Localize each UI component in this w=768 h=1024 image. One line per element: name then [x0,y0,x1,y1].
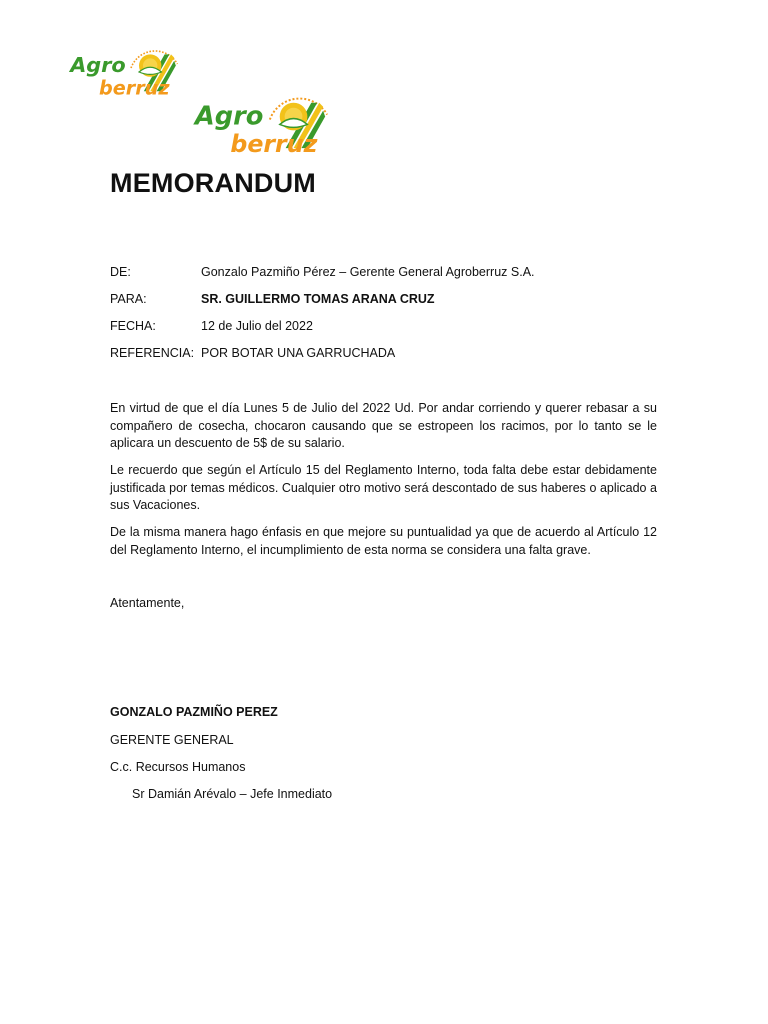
logo-word1: Agro [70,53,126,77]
field-value: POR BOTAR UNA GARRUCHADA [201,346,396,360]
cc-line-2: Sr Damián Arévalo – Jefe Inmediato [132,787,333,801]
cc-line: C.c. Recursos Humanos [110,760,246,774]
field-de [110,265,535,279]
field-value: Gonzalo Pazmiño Pérez – Gerente General Agroberruz S.A. [201,265,535,279]
logo-word1: Agro [194,101,264,132]
body-paragraph: De la misma manera hago énfasis en que mejore su puntualidad ya que de acuerdo al Artículo 12 del Reglamento Interno, el incumplimiento de esta norma se considera una falta grave. [110,525,657,557]
field-label: PARA: [110,292,147,306]
field-value: 12 de Julio del 2022 [201,319,313,333]
logo-word2: berruz [230,130,318,159]
memo-title: MEMORANDUM [110,168,316,198]
field-label: DE: [110,265,131,279]
field-referencia [110,346,395,360]
field-value: SR. GUILLERMO TOMAS ARANA CRUZ [201,292,435,306]
agroberruz-logo [67,40,179,100]
field-label: REFERENCIA: [110,346,195,360]
body-paragraph: Le recuerdo que según el Artículo 15 del Reglamento Interno, toda falta debe estar debidamente justificada por temas médicos. Cualquier otro motivo será descontado de sus haberes o aplicado a sus Vacaciones. [110,463,657,512]
signature-title: GERENTE GENERAL [110,733,234,747]
logo-word2: berruz [99,76,170,100]
agroberruz-logo [190,85,330,159]
field-label: FECHA: [110,319,156,333]
signature-name: GONZALO PAZMIÑO PEREZ [110,705,278,719]
field-fecha [110,319,313,333]
closing: Atentamente, [110,596,185,610]
body-paragraph: En virtud de que el día Lunes 5 de Julio del 2022 Ud. Por andar corriendo y querer rebasar a su compañero de cosecha, chocaron causando que se estropeen los racimos, por lo tanto se le aplicara un descuento de 5$ de su salario. [110,401,657,450]
field-para [110,292,435,306]
